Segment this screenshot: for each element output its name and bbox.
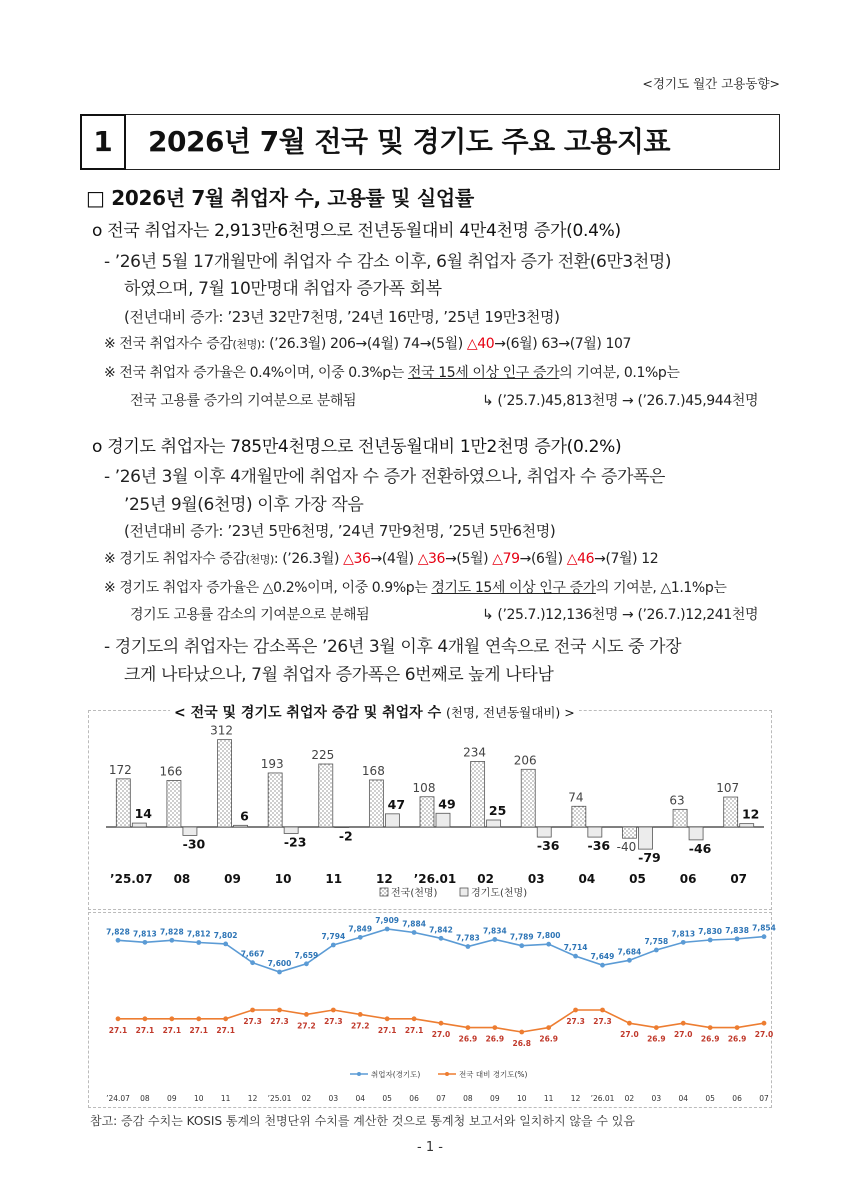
share-point — [143, 1016, 148, 1021]
gyeonggi-bar — [385, 814, 399, 827]
employed-point — [735, 936, 740, 941]
share-value-label: 27.1 — [404, 1025, 424, 1035]
legend-share-label: 전국 대비 경기도(%) — [459, 1070, 528, 1079]
subsection-title: 2026년 7월 취업자 수, 고용률 및 실업률 — [111, 186, 474, 210]
national-bar-value: 193 — [260, 756, 284, 771]
national-bar-value: 74 — [568, 790, 584, 805]
line-category-label: 06 — [732, 1094, 742, 1103]
share-point — [627, 1021, 632, 1026]
employed-value-label: 7,854 — [752, 923, 776, 933]
line-category-label: ’25.01 — [267, 1094, 292, 1103]
employed-point — [600, 963, 605, 968]
share-value-label: 27.0 — [620, 1030, 639, 1040]
bar-category-label: 06 — [679, 872, 697, 886]
employed-point — [277, 970, 282, 975]
employed-value-label: 7,834 — [482, 926, 507, 936]
line-category-label: 12 — [247, 1094, 258, 1103]
national-bar-value: -40 — [616, 840, 637, 855]
share-point — [223, 1016, 228, 1021]
share-point — [169, 1016, 174, 1021]
bar-category-label: 09 — [224, 872, 241, 886]
share-point — [519, 1030, 524, 1035]
gyeonggi-bar — [284, 827, 298, 833]
gyeonggi-bar-value: -30 — [182, 836, 206, 852]
share-point — [250, 1008, 255, 1013]
share-point — [439, 1021, 444, 1026]
share-value-label: 27.2 — [350, 1021, 370, 1031]
gyeonggi-bar — [487, 820, 501, 827]
national-bar-value: 225 — [311, 748, 335, 762]
bar-category-label: 11 — [325, 872, 343, 886]
share-point — [466, 1025, 471, 1030]
employed-value-label: 7,800 — [536, 931, 561, 941]
line-category-label: 12 — [570, 1094, 581, 1103]
legend-share-marker — [445, 1072, 449, 1076]
share-point — [116, 1016, 121, 1021]
bar-category-label: 07 — [730, 872, 748, 886]
share-value-label: 26.9 — [647, 1034, 666, 1044]
employed-point — [439, 936, 444, 941]
employed-point — [196, 940, 201, 945]
gyeonggi-yoy-note: (전년대비 증가: ’23년 5만6천명, ’24년 7만9천명, ’25년 5만6천명) — [124, 522, 556, 540]
national-bar — [268, 773, 282, 827]
share-value-label: 27.1 — [162, 1025, 182, 1035]
subsection-heading — [86, 182, 474, 211]
bar-category-label: ’26.01 — [413, 872, 457, 886]
employed-value-label: 7,813 — [671, 929, 696, 939]
share-point — [708, 1025, 713, 1030]
share-point — [735, 1025, 740, 1030]
national-bar-value: 172 — [108, 762, 132, 777]
employed-value-label: 7,783 — [456, 933, 480, 943]
national-bar — [369, 780, 383, 827]
employed-value-label: 7,828 — [159, 927, 184, 937]
share-value-label: 27.3 — [593, 1017, 612, 1026]
employed-point — [466, 944, 471, 949]
share-value-label: 27.2 — [297, 1021, 316, 1031]
national-detail-line2: 하였으며, 7월 10만명대 취업자 증가폭 회복 — [124, 279, 442, 299]
employed-value-label: 7,789 — [509, 932, 534, 942]
national-growth-decomposition-note: ※ 전국 취업자 증가율은 0.4%이며, 이중 0.3%p는 전국 15세 이상 인구 증가의 기여분, 0.1%p는 — [104, 365, 680, 381]
share-value-label: 27.1 — [135, 1025, 155, 1035]
employed-value-label: 7,684 — [617, 947, 642, 957]
share-value-label: 27.3 — [270, 1017, 289, 1026]
employed-value-label: 7,714 — [563, 943, 588, 953]
national-bar-value: 108 — [412, 780, 436, 795]
national-bar-value: 107 — [716, 781, 740, 796]
employed-value-label: 7,849 — [348, 924, 373, 934]
employed-value-label: 7,659 — [294, 950, 319, 960]
line-category-label: 11 — [220, 1094, 231, 1103]
national-bar — [572, 806, 586, 827]
employed-value-label: 7,909 — [375, 916, 400, 925]
page-number: - 1 - — [417, 1140, 443, 1155]
line-category-label: 09 — [490, 1094, 500, 1103]
footnote: 참고: 증감 수치는 KOSIS 통계의 천명단위 수치를 계산한 것으로 통계청 보고서와 일치하지 않을 수 있음 — [90, 1114, 635, 1128]
gyeonggi-employment-change-note: ※ 경기도 취업자수 증감(천명): (’26.3월) △36→(4월) △36→(5월) △79→(6월) △46→(7월) 12 — [104, 551, 659, 567]
employed-point — [250, 960, 255, 965]
gyeonggi-bar-value: -36 — [587, 838, 611, 854]
share-value-label: 27.1 — [216, 1025, 235, 1035]
gyeonggi-detail-line2: ’25년 9월(6천명) 이후 가장 작음 — [124, 495, 364, 515]
share-value-label: 26.8 — [512, 1039, 532, 1048]
share-point — [196, 1016, 201, 1021]
employed-point — [546, 942, 551, 947]
share-point — [654, 1025, 659, 1030]
section-title: 2026년 7월 전국 및 경기도 주요 고용지표 — [148, 125, 671, 158]
line-category-label: 11 — [543, 1094, 554, 1103]
share-point — [412, 1016, 417, 1021]
line-category-label: ’24.07 — [106, 1094, 130, 1103]
line-category-label: 03 — [328, 1094, 339, 1103]
national-employment-change-note: ※ 전국 취업자수 증감(천명): (’26.3월) 206→(4월) 74→(5월) △40→(6월) 63→(7월) 107 — [104, 336, 632, 352]
employed-point — [654, 948, 659, 953]
employed-point — [385, 927, 390, 932]
share-point — [762, 1021, 767, 1026]
employed-value-label: 7,649 — [590, 952, 615, 962]
legend-national-swatch — [380, 888, 388, 896]
share-value-label: 27.1 — [108, 1025, 128, 1035]
national-bar-value: 206 — [513, 753, 537, 768]
share-value-label: 27.0 — [754, 1030, 774, 1040]
gyeonggi-bar — [335, 827, 349, 828]
bar-category-label: 08 — [173, 872, 191, 886]
line-category-label: 07 — [436, 1094, 446, 1103]
bar-category-label: ’25.07 — [110, 872, 153, 886]
employed-value-label: 7,828 — [106, 927, 130, 937]
share-value-label: 26.9 — [485, 1034, 505, 1044]
employed-point — [708, 938, 713, 943]
employed-value-label: 7,758 — [644, 937, 669, 947]
line-category-label: 02 — [301, 1094, 312, 1103]
line-category-label: 04 — [355, 1094, 366, 1103]
national-bar-value: 63 — [669, 793, 685, 808]
share-point — [277, 1008, 282, 1013]
section-heading — [80, 114, 780, 170]
gyeonggi-bar-value: 49 — [438, 796, 456, 812]
gyeonggi-bar-value: -46 — [688, 840, 712, 856]
legend-national-label: 전국(천명) — [391, 888, 438, 899]
bar-category-label: 05 — [629, 872, 646, 886]
share-point — [304, 1012, 309, 1017]
employed-value-label: 7,667 — [240, 949, 265, 959]
share-point — [331, 1008, 336, 1013]
legend-employed-label: 취업자(경기도) — [371, 1070, 421, 1079]
employed-point — [331, 943, 336, 948]
line-category-label: 09 — [167, 1094, 177, 1103]
employed-value-label: 7,838 — [725, 925, 749, 935]
line-category-label: 02 — [624, 1094, 635, 1103]
national-bar — [673, 809, 687, 827]
bar-category-label: 12 — [376, 872, 393, 886]
share-point — [600, 1008, 605, 1013]
gyeonggi-population-change: ↳ (’25.7.)12,136천명 → (’26.7.)12,241천명 — [482, 607, 759, 623]
bar-category-label: 10 — [274, 872, 292, 886]
share-point — [546, 1025, 551, 1030]
employed-value-label: 7,813 — [133, 929, 157, 939]
gyeonggi-decomposition-line2: 경기도 고용률 감소의 기여분으로 분해됨 — [130, 607, 370, 623]
employed-point — [358, 935, 363, 940]
gyeonggi-bar — [234, 825, 248, 827]
line-category-label: 10 — [516, 1094, 527, 1103]
gyeonggi-detail2-line2: 크게 나타났으나, 7월 취업자 증가폭은 6번째로 높게 나타남 — [124, 665, 554, 685]
line-category-label: 03 — [651, 1094, 662, 1103]
bar-category-label: 02 — [477, 872, 494, 886]
gyeonggi-bar — [740, 824, 754, 827]
line-category-label: 07 — [759, 1094, 769, 1103]
share-value-label: 26.9 — [727, 1034, 747, 1044]
national-bar — [622, 827, 636, 838]
legend-gyeonggi-swatch — [460, 888, 468, 896]
employed-point — [492, 937, 497, 942]
line-category-label: 04 — [678, 1094, 689, 1103]
gyeonggi-bar-value: 12 — [741, 806, 760, 822]
line-category-label: 08 — [463, 1094, 473, 1103]
gyeonggi-bar-value: 47 — [387, 796, 406, 812]
national-population-change: ↳ (’25.7.)45,813천명 → (’26.7.)45,944천명 — [482, 393, 759, 409]
share-point — [573, 1008, 578, 1013]
gyeonggi-bar — [638, 827, 652, 849]
national-bar-value: 168 — [361, 763, 385, 778]
share-point — [492, 1025, 497, 1030]
gyeonggi-growth-decomposition-note: ※ 경기도 취업자 증가율은 △0.2%이며, 이중 0.9%p는 경기도 15세 이상 인구 증가의 기여분, △1.1%p는 — [104, 580, 727, 596]
gyeonggi-bar — [588, 827, 602, 837]
national-headline: o 전국 취업자는 2,913만6천명으로 전년동월대비 4만4천명 증가(0.4%) — [92, 221, 621, 241]
national-bar — [471, 761, 485, 827]
bar-category-label: 03 — [527, 872, 545, 886]
gyeonggi-bar — [689, 827, 703, 840]
share-point — [385, 1016, 390, 1021]
employed-point — [627, 958, 632, 963]
national-bar — [319, 764, 333, 827]
line-category-label: ’26.01 — [590, 1094, 615, 1103]
share-value-label: 27.0 — [431, 1030, 451, 1040]
share-value-label: 27.3 — [566, 1017, 585, 1026]
national-bar — [521, 769, 535, 827]
line-category-label: 05 — [705, 1094, 715, 1103]
legend-employed-marker — [357, 1072, 361, 1076]
employed-point — [304, 961, 309, 966]
share-value-label: 26.9 — [539, 1034, 558, 1044]
national-bar-value: 312 — [210, 723, 233, 738]
employed-value-label: 7,830 — [698, 926, 723, 936]
line-chart — [88, 914, 776, 1106]
employed-point — [143, 940, 148, 945]
bar-chart — [88, 720, 772, 910]
national-bar — [218, 740, 232, 827]
employed-value-label: 7,812 — [186, 929, 211, 939]
employed-value-label: 7,842 — [429, 925, 453, 935]
gyeonggi-bar — [132, 823, 146, 827]
gyeonggi-bar — [537, 827, 551, 837]
share-value-label: 27.0 — [673, 1030, 693, 1040]
line-category-label: 08 — [140, 1094, 150, 1103]
national-decomposition-line2: 전국 고용률 증가의 기여분으로 분해됨 — [130, 393, 357, 409]
share-point — [358, 1012, 363, 1017]
share-value-label: 27.3 — [324, 1017, 343, 1026]
line-category-label: 10 — [193, 1094, 204, 1103]
national-bar — [724, 797, 738, 827]
gyeonggi-bar-value: 14 — [134, 806, 153, 822]
gyeonggi-bar-value: 25 — [488, 803, 507, 818]
employed-point — [573, 954, 578, 959]
gyeonggi-headline: o 경기도 취업자는 785만4천명으로 전년동월대비 1만2천명 증가(0.2%) — [92, 437, 622, 457]
square-bullet-icon: □ — [86, 186, 105, 210]
employed-value-label: 7,600 — [267, 959, 292, 968]
employed-point — [169, 938, 174, 943]
gyeonggi-detail-line1: - ’26년 3월 이후 4개월만에 취업자 수 증가 전환하였으나, 취업자 수 증가폭은 — [104, 467, 666, 487]
employed-point — [762, 934, 767, 939]
share-value-label: 27.1 — [189, 1025, 209, 1035]
share-point — [681, 1021, 686, 1026]
bar-category-label: 04 — [578, 872, 596, 886]
employed-point — [223, 941, 228, 946]
chart-title: < 전국 및 경기도 취업자 증감 및 취업자 수 (천명, 전년동월대비) > — [170, 702, 579, 722]
section-number: 1 — [80, 114, 126, 170]
line-category-label: 06 — [409, 1094, 419, 1103]
national-bar-value: 234 — [463, 745, 487, 760]
share-value-label: 26.9 — [700, 1034, 720, 1044]
employed-value-label: 7,794 — [321, 932, 346, 942]
share-value-label: 26.9 — [458, 1034, 478, 1044]
gyeonggi-bar-value: 6 — [240, 808, 249, 824]
report-series-label: <경기도 월간 고용동향> — [642, 76, 780, 91]
employed-point — [116, 938, 121, 943]
gyeonggi-bar-value: -36 — [536, 838, 560, 854]
employed-value-label: 7,884 — [402, 919, 426, 929]
line-category-label: 05 — [382, 1094, 392, 1103]
legend-gyeonggi-label: 경기도(천명) — [471, 888, 528, 899]
employed-point — [681, 940, 686, 945]
gyeonggi-bar-value: -23 — [283, 834, 307, 850]
gyeonggi-bar-value: -2 — [338, 828, 353, 844]
national-bar — [420, 797, 434, 827]
national-bar — [116, 779, 130, 827]
employed-point — [412, 930, 417, 935]
gyeonggi-bar — [436, 813, 450, 827]
gyeonggi-bar-value: -79 — [638, 850, 661, 866]
national-bar-value: 166 — [159, 764, 183, 779]
share-value-label: 27.3 — [243, 1017, 262, 1026]
employed-point — [519, 943, 524, 948]
national-detail-line1: - ’26년 5월 17개월만에 취업자 수 감소 이후, 6월 취업자 증가 전환(6만3천명) — [104, 252, 672, 272]
share-value-label: 27.1 — [377, 1025, 397, 1035]
employed-value-label: 7,802 — [213, 930, 238, 940]
gyeonggi-bar — [183, 827, 197, 835]
national-yoy-note: (전년대비 증가: ’23년 32만7천명, ’24년 16만명, ’25년 19만3천명) — [124, 308, 560, 326]
national-bar — [167, 781, 181, 827]
gyeonggi-detail2-line1: - 경기도의 취업자는 감소폭은 ’26년 3월 이후 4개월 연속으로 전국 시도 중 가장 — [104, 637, 682, 657]
